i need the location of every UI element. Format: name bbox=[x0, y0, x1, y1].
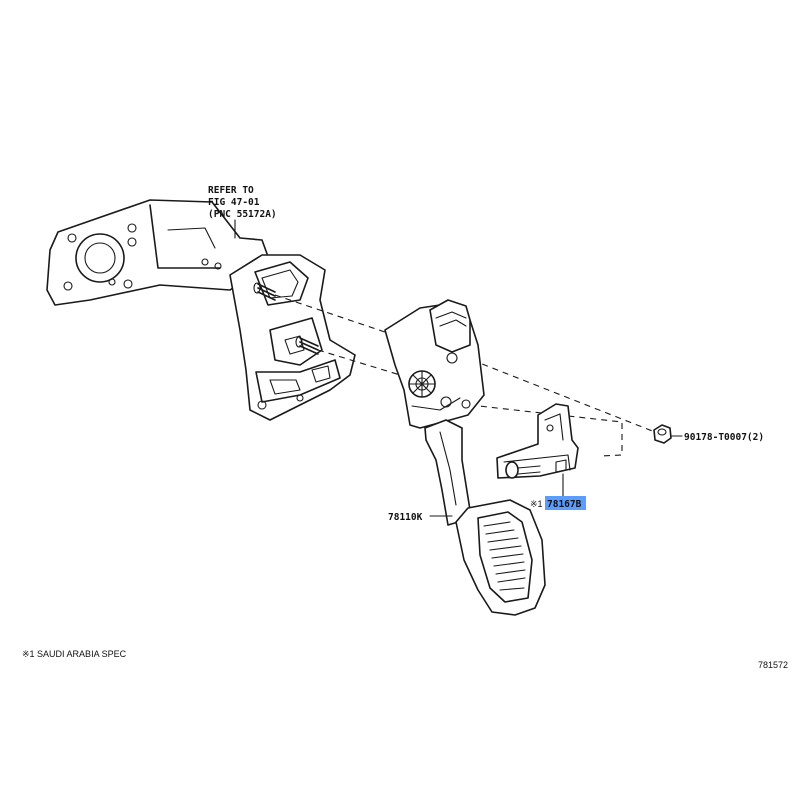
label-pedal-78110k: 78110K bbox=[388, 512, 423, 523]
pedal-support-bracket bbox=[47, 200, 355, 420]
refer-line-1: REFER TO bbox=[208, 185, 254, 196]
label-bracket-note: ※1 bbox=[530, 499, 543, 509]
label-bracket-78167b: 78167B bbox=[547, 499, 582, 510]
nut-90178 bbox=[654, 425, 682, 443]
bracket-78167b bbox=[497, 404, 578, 500]
figure-number: 781572 bbox=[758, 660, 789, 670]
refer-line-2: FIG 47-01 bbox=[208, 197, 260, 208]
label-nut-90178: 90178-T0007(2) bbox=[684, 432, 765, 443]
refer-line-3: (PNC 55172A) bbox=[208, 209, 277, 220]
footnote: ※1 SAUDI ARABIA SPEC bbox=[22, 649, 127, 659]
